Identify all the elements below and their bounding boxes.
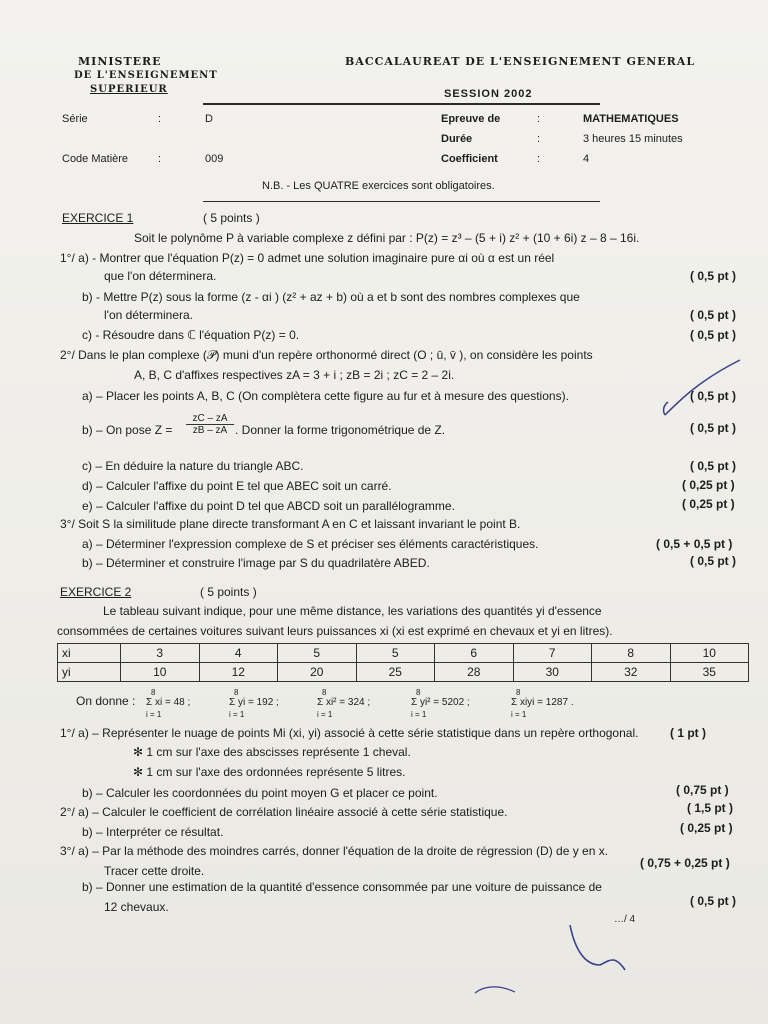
sum-3: Σ xi² = 324 ; [317, 697, 371, 708]
ex2-q3a-points: ( 0,75 + 0,25 pt ) [640, 856, 730, 870]
ex2-points: ( 5 points ) [200, 585, 257, 599]
ex2-intro-2: consommées de certaines voitures suivant leurs puissances xi (xi est exprimé en chevaux et yi en litres). [57, 624, 613, 638]
ex2-title: EXERCICE 2 [60, 585, 132, 599]
ex2-q2b-points: ( 0,25 pt ) [680, 821, 733, 835]
ex2-q3a-2: Tracer cette droite. [104, 864, 205, 878]
ex2-q1a-note-1: ✻ 1 cm sur l'axe des abscisses représente 1 cheval. [133, 745, 411, 759]
ex2-q2b: b) – Interpréter ce résultat. [82, 825, 224, 839]
ex1-q2b-rest: . Donner la forme trigonométrique de Z. [235, 423, 446, 437]
ministry-line-2: DE L'ENSEIGNEMENT [74, 70, 218, 81]
ex1-q2b: b) – On pose Z = [82, 423, 173, 437]
sum-3-top: 8 [322, 688, 327, 697]
duree-value: 3 heures 15 minutes [583, 133, 683, 145]
x-cell: 3 [121, 644, 200, 663]
code-value: 009 [205, 153, 224, 165]
ex1-q1c-points: ( 0,5 pt ) [690, 328, 737, 342]
ex2-q1a-points: ( 1 pt ) [670, 726, 706, 740]
ex1-q3a: a) – Déterminer l'expression complexe de S et préciser ses éléments caractéristiques. [82, 537, 539, 551]
y-cell: 32 [592, 663, 671, 682]
ex1-q2e-points: ( 0,25 pt ) [682, 497, 735, 511]
ex2-q2a: 2°/ a) – Calculer le coefficient de corrélation linéaire associé à cette série statistique. [60, 805, 508, 819]
session-label: SESSION 2002 [444, 88, 533, 100]
x-cell: 5 [356, 644, 435, 663]
ex1-q2d: d) – Calculer l'affixe du point E tel que ABEC soit un carré. [82, 479, 392, 493]
serie-value: D [205, 113, 213, 125]
sum-4-top: 8 [416, 688, 421, 697]
ex1-q2-points-def: A, B, C d'affixes respectives zA = 3 + i ; zB = 2i ; zC = 2 – 2i. [134, 368, 455, 382]
ex2-q3b-points: ( 0,5 pt ) [690, 894, 737, 908]
ex1-q2e: e) – Calculer l'affixe du point D tel que ABCD soit un parallélogramme. [82, 499, 455, 513]
x-cell: 6 [435, 644, 514, 663]
ex1-q3: 3°/ Soit S la similitude plane directe transformant A en C et laissant invariant le point B. [60, 517, 521, 531]
ex1-q1a-2: que l'on déterminera. [104, 269, 217, 283]
serie-label: Série [62, 113, 88, 125]
y-cell: 30 [513, 663, 592, 682]
ex2-q3b-2: 12 chevaux. [104, 900, 169, 914]
y-cell: 35 [670, 663, 749, 682]
y-header: yi [58, 663, 121, 682]
x-cell: 4 [199, 644, 278, 663]
ex1-points: ( 5 points ) [203, 211, 260, 225]
serie-colon: : [158, 113, 162, 125]
coef-colon: : [537, 153, 541, 165]
sum-2: Σ yi = 192 ; [229, 697, 279, 708]
ex1-title: EXERCICE 1 [62, 211, 134, 225]
pen-stroke-top [665, 360, 740, 415]
ex1-q3a-points: ( 0,5 + 0,5 pt ) [656, 537, 733, 551]
sum-5: Σ xiyi = 1287 . [511, 697, 574, 708]
x-cell: 7 [513, 644, 592, 663]
ex1-q2: 2°/ Dans le plan complexe (𝒫) muni d'un repère orthonormé direct (O ; ū, v̄ ), on considère les points [60, 348, 593, 362]
y-cell: 25 [356, 663, 435, 682]
code-colon: : [158, 153, 162, 165]
ex1-q2c-points: ( 0,5 pt ) [690, 459, 737, 473]
ex2-q3b: b) – Donner une estimation de la quantité d'essence consommée par une voiture de puissance de [82, 880, 602, 894]
sum-3-bottom: i = 1 [317, 710, 333, 719]
sum-4-bottom: i = 1 [411, 710, 427, 719]
sum-2-top: 8 [234, 688, 239, 697]
ex2-q1a-note-2: ✻ 1 cm sur l'axe des ordonnées représente 5 litres. [133, 765, 406, 779]
x-cell: 8 [592, 644, 671, 663]
ex1-q1b: b) - Mettre P(z) sous la forme (z - αi ) (z² + az + b) où a et b sont des nombres complexes que [82, 290, 580, 304]
sum-5-top: 8 [516, 688, 521, 697]
ex2-intro-1: Le tableau suivant indique, pour une même distance, les variations des quantités yi d'essence [103, 604, 602, 618]
ex2-q2a-points: ( 1,5 pt ) [687, 801, 734, 815]
ex1-q3b-points: ( 0,5 pt ) [690, 554, 737, 568]
ex1-q2d-points: ( 0,25 pt ) [682, 478, 735, 492]
ex1-q2c: c) – En déduire la nature du triangle ABC. [82, 459, 304, 473]
exam-title: BACCALAUREAT DE L'ENSEIGNEMENT GENERAL [345, 55, 696, 68]
ministry-line-1: MINISTERE [78, 55, 162, 68]
ex2-q1b-points: ( 0,75 pt ) [676, 783, 729, 797]
ex1-q2a-points: ( 0,5 pt ) [690, 389, 737, 403]
sum-5-bottom: i = 1 [511, 710, 527, 719]
ex1-q1b-points: ( 0,5 pt ) [690, 308, 737, 322]
ex2-q3a: 3°/ a) – Par la méthode des moindres carrés, donner l'équation de la droite de régression (D) de y en x. [60, 844, 609, 858]
epreuve-label: Epreuve de [441, 113, 501, 125]
sum-1: Σ xi = 48 ; [146, 697, 191, 708]
pen-stroke-bottom [570, 925, 625, 970]
duree-colon: : [537, 133, 541, 145]
epreuve-colon: : [537, 113, 541, 125]
fraction-denominator: zB – zA [192, 425, 228, 436]
x-cell: 5 [278, 644, 357, 663]
coef-value: 4 [583, 153, 590, 165]
ex1-q1a-points: ( 0,5 pt ) [690, 269, 737, 283]
ex1-intro: Soit le polynôme P à variable complexe z défini par : P(z) = z³ – (5 + i) z² + (10 + 6i) z – 8 – 16i. [134, 231, 640, 245]
ex2-q1b: b) – Calculer les coordonnées du point moyen G et placer ce point. [82, 786, 438, 800]
ex1-q2a: a) – Placer les points A, B, C (On complètera cette figure au fur et à mesure des questions). [82, 389, 569, 403]
epreuve-value: MATHEMATIQUES [583, 113, 679, 125]
on-donne-label: On donne : [76, 694, 136, 708]
ex1-q2b-points: ( 0,5 pt ) [690, 421, 737, 435]
sum-1-top: 8 [151, 688, 156, 697]
ex1-q3b: b) – Déterminer et construire l'image par S du quadrilatère ABED. [82, 556, 430, 570]
x-cell: 10 [670, 644, 749, 663]
y-cell: 12 [199, 663, 278, 682]
pen-stroke-small [475, 987, 515, 993]
ministry-line-3: SUPERIEUR [90, 84, 168, 95]
sum-2-bottom: i = 1 [229, 710, 245, 719]
fraction-numerator: zC – zA [186, 413, 234, 425]
page-number: …/ 4 [614, 914, 636, 925]
coef-label: Coefficient [441, 153, 498, 165]
ex2-q1a: 1°/ a) – Représenter le nuage de points Mi (xi, yi) associé à cette série statistique dans un repère orthogonal. [60, 726, 639, 740]
nb-note: N.B. - Les QUATRE exercices sont obligatoires. [262, 180, 495, 192]
sum-4: Σ yi² = 5202 ; [411, 697, 470, 708]
ex1-q1b-2: l'on déterminera. [104, 308, 194, 322]
sum-1-bottom: i = 1 [146, 710, 162, 719]
ex1-q1a: 1°/ a) - Montrer que l'équation P(z) = 0 admet une solution imaginaire pure αi où α est un réel [60, 251, 555, 265]
y-cell: 20 [278, 663, 357, 682]
y-cell: 28 [435, 663, 514, 682]
x-header: xi [58, 644, 121, 663]
code-label: Code Matière [62, 153, 129, 165]
ex1-q1c: c) - Résoudre dans ℂ l'équation P(z) = 0. [82, 328, 300, 342]
duree-label: Durée [441, 133, 473, 145]
y-cell: 10 [121, 663, 200, 682]
